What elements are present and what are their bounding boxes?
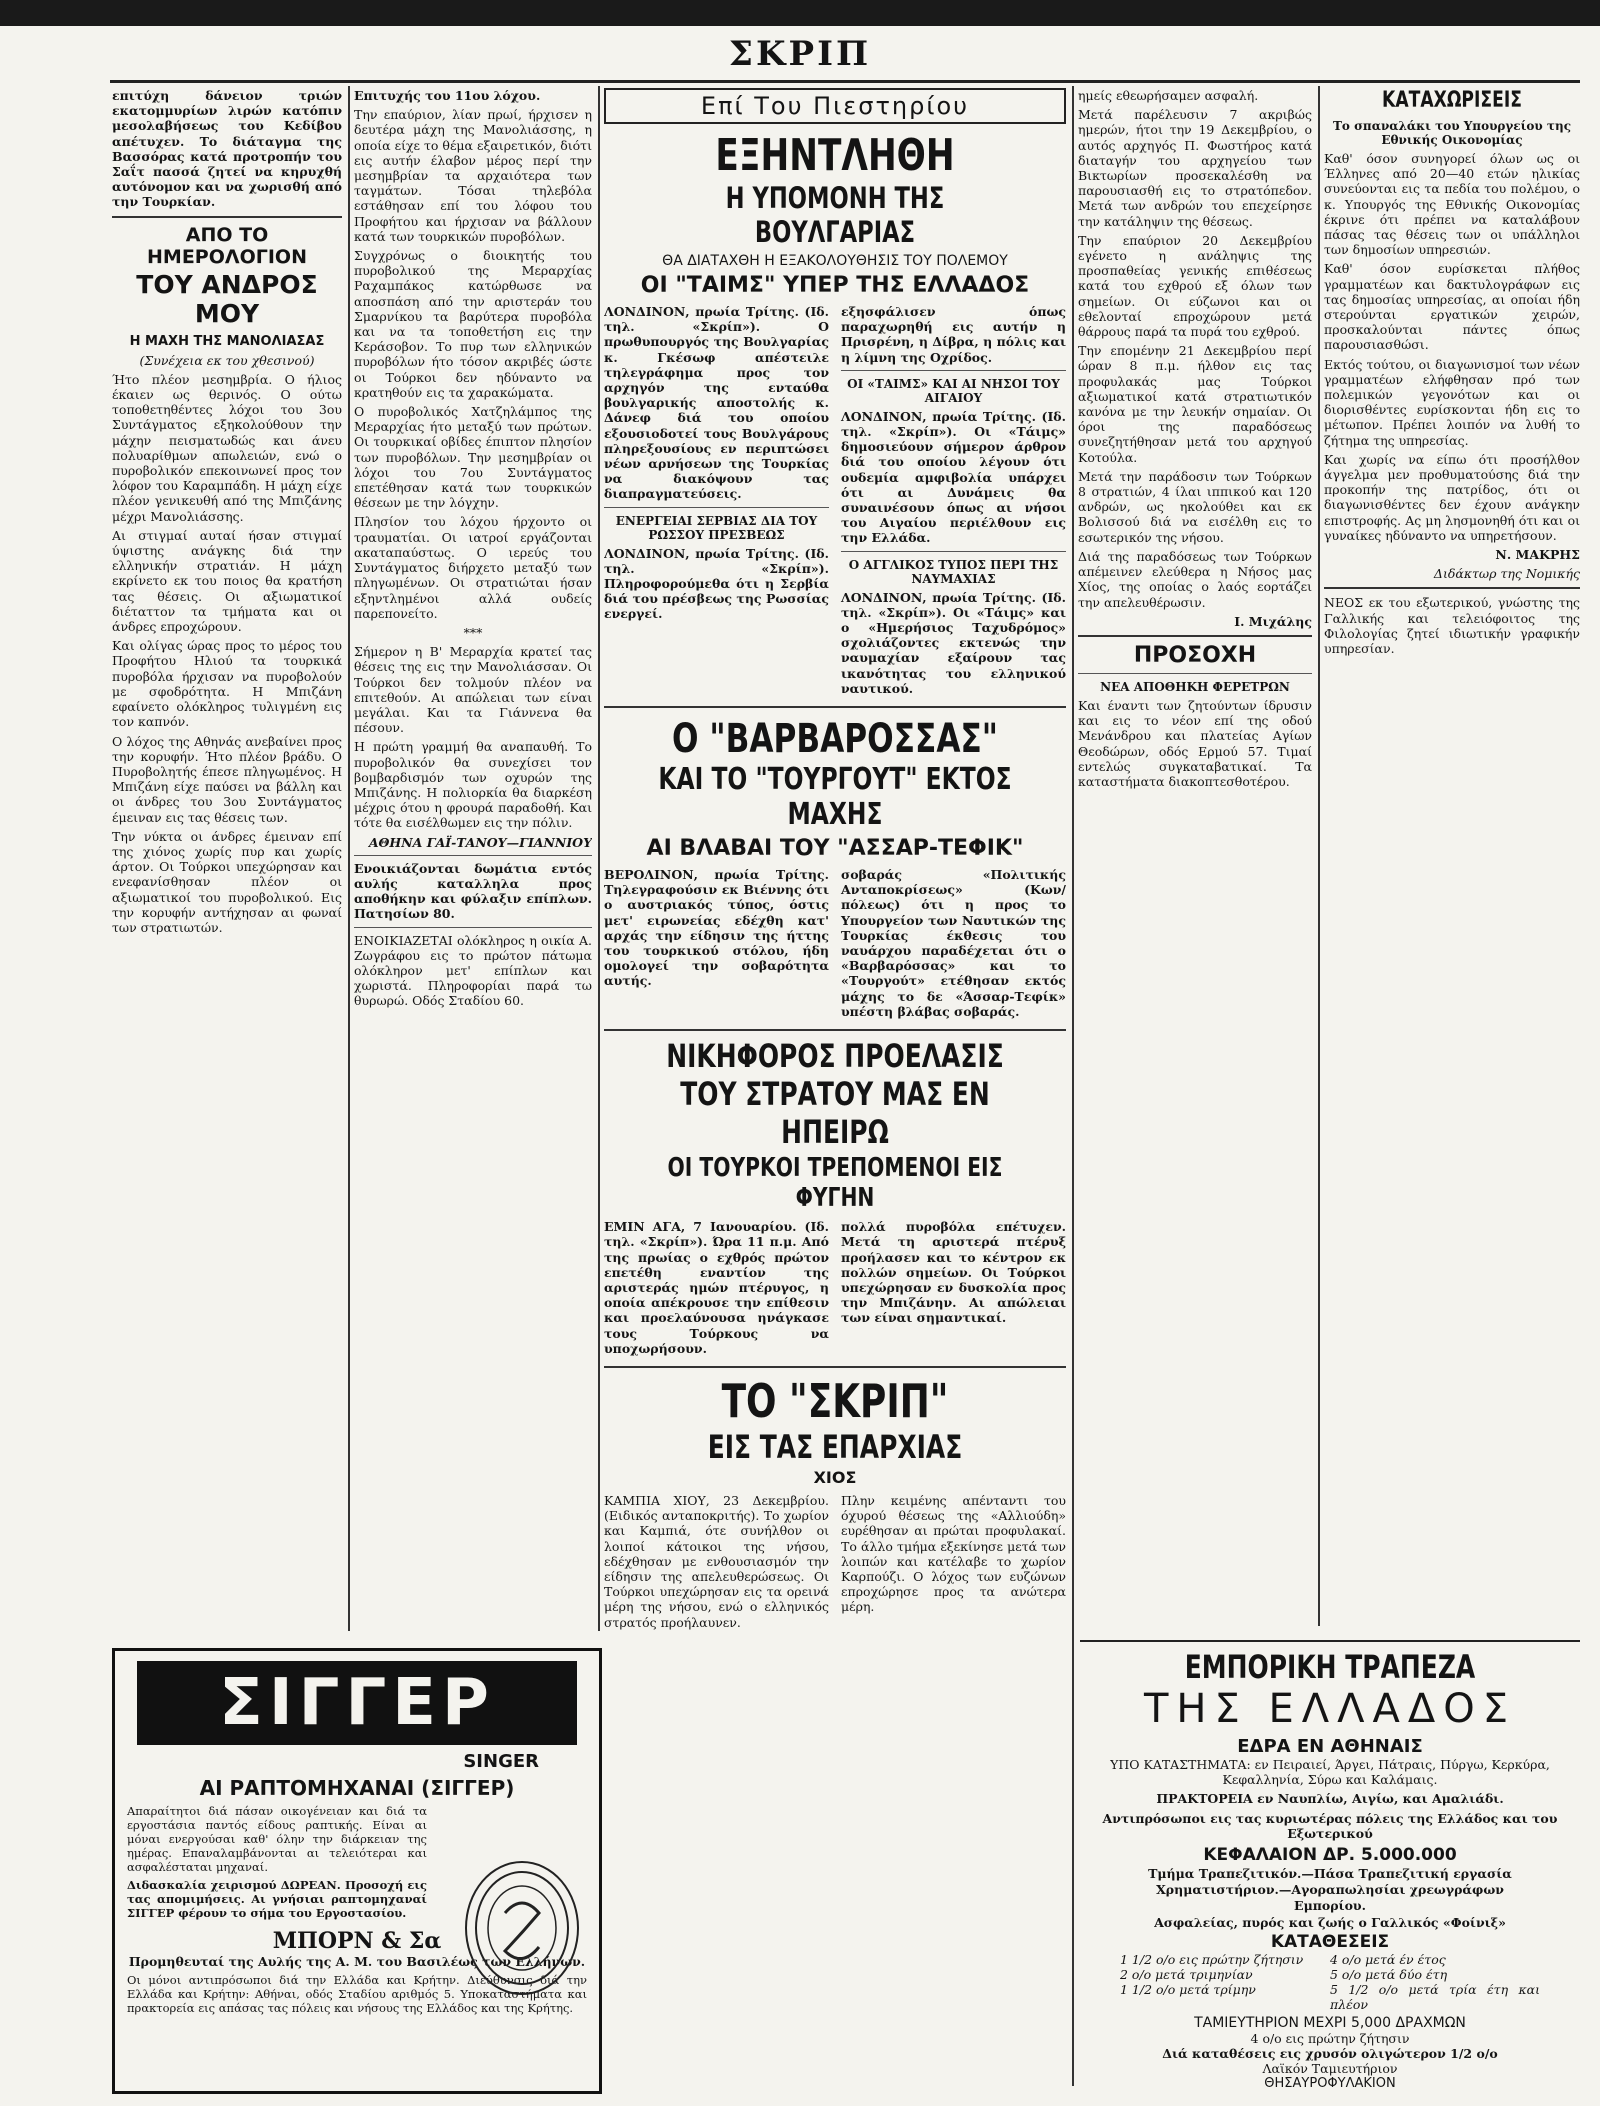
- article-signature: Ν. ΜΑΚΡΗΣ: [1495, 547, 1580, 563]
- news-paragraph: ΛΟΝΔΙΝΟΝ, πρωία Τρίτης. (Ιδ. τηλ. «Σκρίπ»). Οι «Τάιμς» και ο «Ημερήσιος Ταχυδρόμος» σχολιάζοντες εκτενώς την ναυμαχίαν εξαίρουν τας ικανότητας του ελληνικού ναυτικού.: [841, 589, 1066, 696]
- column-5-paragraph: Μετά παρέλευσιν 7 ακριβώς ημερών, ήτοι την 19 Δεκεμβρίου, ο αυτός αρχηγός Π. Φωστήρος κατά διαταγήν του αρχηγείου των Βικτωρίων προσεκαλέσθη να παρουσιασθή εις το στρατόπεδον. Μετά των ανδρών του επεχείρησε την κατάληψιν της θέσεως.: [1078, 107, 1312, 229]
- listings-paragraph: Εκτός τούτου, οι διαγωνισμοί των νέων γραμματέων ελήφθησαν πρό των πολεμικών γεγονότων και οι διορισθέντες ευρίσκονται ήδη εις το μέτωπον. Πρέπει λοιπόν να λυθή το ζήτημα της υπηρεσίας.: [1324, 356, 1580, 448]
- column-rule: [598, 86, 600, 1631]
- column-rule: [1072, 86, 1074, 2086]
- diary-paragraph: Ήτο πλέον μεσημβρία. Ο ήλιος έκαιεν ως θερινός. Ο ούτω τοποθετηθέντες λόχοι του 3ου Συντάγματος εξηκολούθουν την μάχην πεισματωδώς και άνευ πολυαρίθμων απωλειών, ενώ ο πυροβολικόν επεκοινωνεί προς τον λόφον του Καραμπάδη. Η μάχη είχε πλέον γενικευθή από της Μπιζάνης μέχρι Μανολιάσσης.: [112, 371, 342, 524]
- column-1-intro: επιτύχη δάνειον τριών εκατομμυρίων λιρών κατόπιν μεσολαβήσεως του Κεδίβου απέτυχεν. Το διάταγμα της Βασσόρας κατά προτροπήν του Σαΐτ πασσά ζητεί να κηρυχθή αυτόνομον και να χωρισθή από την Τουρκίαν.: [112, 88, 342, 210]
- news-subheading: Ο ΑΓΓΛΙΚΟΣ ΤΥΠΟΣ ΠΕΡΙ ΤΗΣ ΝΑΥΜΑΧΙΑΣ: [848, 557, 1059, 586]
- advance-subheadline: ΤΟΥ ΣΤΡΑΤΟΥ ΜΑΣ ΕΝ ΗΠΕΙΡΩ: [680, 1075, 990, 1152]
- column-1: [112, 88, 342, 1633]
- diary-paragraph: Ο λόχος της Αθηνάς ανεβαίνει προς την κορυφήν. Ήτο πλέον βράδυ. Ο Πυροβολητής έπεσε πληγωμένος. Η Μπιζάνη είχε παύσει να βάλλη και οι άνδρες του 3ου Συντάγματος έμειναν εις τας θέσεις των.: [112, 733, 342, 825]
- bank-savings: ΤΑΜΙΕΥΤΗΡΙΟΝ ΜΕΧΡΙ 5,000 ΔΡΑΧΜΩΝ: [1194, 2014, 1466, 2031]
- bank-savings-note: Διά καταθέσεις εις χρυσόν ολιγώτερον 1/2 ο/ο: [1162, 2045, 1498, 2061]
- news-paragraph: σοβαράς «Πολιτικής Ανταποκρίσεως» (Κων/πόλεως) ότι η προς το Υπουργείον των Ναυτικών της Τουρκίας έκθεσις του ναυάρχου παραδέχεται ότι ο «Βαρβαρόσσας» και το «Τουργούτ» ετέθησαν εκτός μάχης το δε «Άσσαρ-Τεφίκ» υπέστη βλάβας σοβαράς.: [841, 867, 1066, 1019]
- deposit-rate: 2 ο/ο μετά τριμηνίαν: [1120, 1967, 1253, 1983]
- diary-paragraph: Την νύκτα οι άνδρες έμειναν επί της χιόνος χωρίς πυρ και χωρίς άρτον. Οι Τούρκοι υπεχώρησαν και ενεφανίσθησαν πλέον οι αξιωματικοί του πυροβολικού. Εις την κορυφήν αντήχησαν αι φωναί των στρατιωτών.: [112, 828, 342, 935]
- listings-subheading: Το σπαναλάκι του Υπουργείου της Εθνικής Οικονομίας: [1332, 119, 1572, 147]
- singer-logo: ΣΙΓΓΕΡ: [137, 1661, 577, 1745]
- deposit-rate: 1 1/2 ο/ο εις πρώτην ζήτησιν: [1120, 1951, 1304, 1967]
- provinces-subheadline: ΕΙΣ ΤΑΣ ΕΠΑΡΧΙΑΣ: [707, 1427, 963, 1466]
- main-headline: ΕΞΗΝΤΛΗΘΗ: [715, 130, 955, 181]
- bank-seat: ΕΔΡΑ ΕΝ ΑΘΗΝΑΙΣ: [1237, 1736, 1423, 1757]
- column-2-paragraph: Πλησίον του λόχου ήρχοντο οι τραυματίαι. Οι ιατροί εργάζονται ακαταπαύστως. Ο ιερεύς του Συντάγματος διήρχετο μεταξύ των πληγωμένων. Οι στρατιώται ήσαν εξηντλημένοι αλλά ουδείς παρεπονείτο.: [354, 514, 592, 621]
- deposit-rate: 5 1/2 ο/ο μετά τρία έτη και πλέον: [1330, 1982, 1540, 2013]
- main-subheadline: Η ΥΠΟΜΟΝΗ ΤΗΣ ΒΟΥΛΓΑΡΙΑΣ: [725, 181, 945, 249]
- bank-department: Χρηματιστήριον.—Αγοραπωλησίαι χρεωγράφων: [1156, 1882, 1504, 1898]
- bank-capital: ΚΕΦΑΛΑΙΟΝ ΔΡ. 5.000.000: [1203, 1845, 1457, 1866]
- column-5-paragraph: Διά της παραδόσεως των Τούρκων απέμεινεν ελεύθερα η Νήσος μας Χίος, της οποίας ο λαός εορτάζει την απελευθέρωσιν.: [1078, 548, 1312, 610]
- column-5: [1078, 88, 1312, 1628]
- center-news-columns: [604, 88, 1066, 2098]
- bank-advertisement: [1080, 1640, 1580, 2092]
- news-paragraph: ΛΟΝΔΙΝΟΝ, πρωία Τρίτης. (Ιδ. τηλ. «Σκρίπ»). Ο πρωθυπουργός της Βουλγαρίας κ. Γκέσωφ απέστειλε τηλεγράφημα προς τον αρχηγόν της ενταύθα βουλγαρικής αποστολής κ. Δάνεφ διά του οποίου εξουσιοδοτεί τους Βουλγάρους πληρεξουσίους εν περιπτώσει νέων αρνήσεων της Τουρκίας να διακόψουν τας διαπραγματεύσεις.: [604, 304, 829, 502]
- bank-savings-rate: 4 ο/ο εις πρώτην ζήτησιν: [1250, 2030, 1410, 2046]
- column-5-paragraph: Μετά την παράδοσιν των Τούρκων 8 στρατιών, 4 ίλαι ιππικού και 120 ανδρών, ως ηκολούθει και εκ Βολισσού διά να εισέλθη εις το εσωτερικόν της νήσου.: [1078, 468, 1312, 545]
- column-6: [1324, 88, 1580, 1628]
- column-rule: [348, 86, 350, 1631]
- news-paragraph: ΕΜΙΝ ΑΓΑ, 7 Ιανουαρίου. (Ιδ. τηλ. «Σκρίπ»). Ώρα 11 π.μ. Από της πρωίας ο εχθρός πρώτον επετέθη εναντίον της αριστεράς ημών πτέρυγος, η οποία απέκρουσε την επίθεσιν και προελαύνουσα ηνάγκασε τους Τούρκους να υποχωρήσουν.: [604, 1219, 829, 1356]
- singer-agent: ΜΠΟΡΝ & Σα: [272, 1928, 442, 1954]
- diary-heading-line1: ΑΠΟ ΤΟ ΗΜΕΡΟΛΟΓΙΟΝ: [147, 223, 307, 268]
- section-stars: ***: [463, 624, 483, 640]
- deposit-rate: 1 1/2 ο/ο μετά τρίμην: [1120, 1982, 1256, 1998]
- article-signature: Ι. Μιχάλης: [1234, 613, 1312, 629]
- listings-paragraph: Καθ' όσον ευρίσκεται πλήθος γραμματέων και δακτυλογράφων εις τας δημοσίας υπηρεσίας, αι οποίαι ήδη στερούνται εργατικών χειρών, προσκαλούνται πάντες όπως παρουσιασθώσι.: [1324, 261, 1580, 353]
- news-subheading: ΟΙ «ΤΑΙΜΣ» ΚΑΙ ΑΙ ΝΗΣΟΙ ΤΟΥ ΑΙΓΑΙΟΥ: [847, 376, 1060, 405]
- singer-title: ΑΙ ΡΑΠΤΟΜΗΧΑΝΑΙ (ΣΙΓΓΕΡ): [199, 1776, 515, 1800]
- main-subheadline: ΘΑ ΔΙΑΤΑΧΘΗ Η ΕΞΑΚΟΛΟΥΘΗΣΙΣ ΤΟΥ ΠΟΛΕΜΟΥ: [662, 253, 1008, 269]
- provinces-place: ΧΙΟΣ: [813, 1467, 857, 1487]
- bank-department: Εμπορίου.: [1294, 1898, 1366, 1914]
- bank-footer: ΘΗΣΑΥΡΟΦΥΛΑΚΙΟΝ: [1264, 2076, 1396, 2092]
- news-paragraph: ΛΟΝΔΙΝΟΝ, πρωία Τρίτης. (Ιδ. τηλ. «Σκρίπ»). Οι «Τάιμς» δημοσιεύουν σήμερον άρθρον διά του οποίου λέγουν ότι ουδεμία αμφιβολία υπάρχει ότι αι Δυνάμεις θα συναινέσουν όπως αι νήσοι του Αιγαίου περιέλθουν εις την Ελλάδα.: [841, 408, 1066, 546]
- column-5-intro: ημείς εθεωρήσαμεν ασφαλή.: [1078, 88, 1259, 103]
- bank-savings-note: Λαϊκόν Ταμιευτήριον: [1262, 2061, 1398, 2077]
- barbarossa-subheadline: ΚΑΙ ΤΟ "ΤΟΥΡΓΟΥΤ" ΕΚΤΟΣ ΜΑΧΗΣ: [658, 762, 1012, 833]
- singer-seal-logo: [465, 1861, 579, 1995]
- singer-advertisement: [112, 1648, 602, 2094]
- advance-headline: ΝΙΚΗΦΟΡΟΣ ΠΡΟΕΛΑΣΙΣ: [666, 1037, 1004, 1076]
- column-2-paragraph: Ο πυροβολικός Χατζηλάμπος της Μεραρχίας ήτο μεταξύ των πρώτων. Οι τουρκικαί οβίδες έπιπτον πλησίον των πυροβόλων. Την μεσημβρίαν οι λόχοι του 7ου Συντάγματος επετέθησαν κατά των τουρκικών θέσεων με την λόγχην.: [354, 404, 592, 511]
- top-scan-bar: [0, 0, 1600, 26]
- notice-heading: ΠΡΟΣΟΧΗ: [1133, 642, 1257, 668]
- column-2-paragraph: Συγχρόνως ο διοικητής του πυροβολικού της Μεραρχίας Ραχαμπάκος κατώρθωσε να αποσπάση από την αριστεράν του Σμαρνίκου τα βαρύτερα πυροβόλα και να τα τοποθετήση εις την Κεράσοβον. Το πυρ των ελληνικών πυροβόλων ήτο τόσον ακριβές ώστε οι Τούρκοι δεν ηδύναντο να κρατηθούν εις τα χαρακώματα.: [354, 248, 592, 400]
- singer-text: Απαραίτητοι διά πάσαν οικογένειαν και διά τα εργοστάσια παντός είδους ραπτικής. Είναι αι μόναι ενεργούσαι καθ' όλην την διάρκειαν της ημέρας. Επαναλαμβάνονται αι τελειότεραι και ασφαλέσταται μηχαναί.: [127, 1804, 427, 1874]
- singer-text: Διδασκαλία χειρισμού ΔΩΡΕΑΝ. Προσοχή εις τας απομιμήσεις. Αι γνήσιαι ραπτομηχαναί ΣΙΓΓΕΡ φέρουν το σήμα του Εργοστασίου.: [127, 1878, 427, 1920]
- column-2-paragraph: Η πρώτη γραμμή θα αναπαυθή. Το πυροβολικόν θα συνεχίσει τον βομβαρδισμόν των οχυρών της Μπιζάνης. Η πολιορκία θα διαρκέση μέχρις ότου η φρουρά παραδοθή. Και τότε θα εισέλθωμεν εις την πόλιν.: [354, 739, 592, 831]
- masthead: ΣΚΡΙΠ: [728, 34, 872, 74]
- press-kicker-box: [604, 88, 1066, 124]
- singer-brand: SINGER: [463, 1751, 539, 1772]
- barbarossa-headline: Ο "ΒΑΡΒΑΡΟΣΣΑΣ": [671, 716, 999, 763]
- bank-name-line2: ΤΗΣ ΕΛΛΑΔΟΣ: [1144, 1686, 1516, 1732]
- listings-paragraph: Και χωρίς να είπω ότι προσήλθον άγγελμα μεν προθυματούσης διά την προκοπήν της πατρίδος, ότι οι διαγωνισθέντες δεν έχουν ανάγκην επιστροφής. Ας μη λησμονηθή ότι και οι γυναίκες ηδύναντο να υπηρετήσουν.: [1324, 451, 1580, 543]
- notice-subheading: ΝΕΑ ΑΠΟΘΗΚΗ ΦΕΡΕΤΡΩΝ: [1100, 679, 1290, 694]
- continuation-note: (Συνέχεια εκ του χθεσινού): [139, 352, 315, 368]
- bank-name-line1: ΕΜΠΟΡΙΚΗ ΤΡΑΠΕΖΑ: [1184, 1648, 1476, 1686]
- news-paragraph: ΚΑΜΠΙΑ ΧΙΟΥ, 23 Δεκεμβρίου. (Ειδικός ανταποκριτής). Το χωρίον και Καμπιά, ότε συνήλθον οι λοιποί κάτοικοι της νήσου, εδέχθησαν με ενθουσιασμόν την είδησιν της απελευθερώσεως. Οι Τούρκοι υπεχώρησαν εις τα ορεινά μέρη της νήσου, ενώ ο ελληνικός στρατός προήλαυνεν.: [604, 1492, 829, 1630]
- provinces-headline: ΤΟ "ΣΚΡΙΠ": [721, 1373, 949, 1428]
- classified-ad: Ενοικιάζονται δωμάτια εντός αυλής καταλληλα προς αποθήκην και φύλαξιν επίπλων. Πατησίων 80.: [354, 860, 592, 922]
- news-paragraph: ΛΟΝΔΙΝΟΝ, πρωία Τρίτης. (Ιδ. τηλ. «Σκρίπ»). Πληροφορούμεθα ότι η Σερβία διά του πρέσβεως της Ρωσσίας ενεργεί.: [604, 545, 829, 622]
- deposit-rate: 5 ο/ο μετά δύο έτη: [1330, 1967, 1448, 1983]
- column-5-paragraph: Την επαύριον 20 Δεκεμβρίου εγένετο η ανάληψις της προσπαθείας γενικής επιθέσεως κατά του εχθρού εξ όλων των σημείων. Οι εύζωνοι και οι εθελονταί επροχώρουν μετά θάρρους παρά τα πυρά του εχθρού.: [1078, 232, 1312, 340]
- diary-paragraph: Και ολίγας ώρας προς το μέρος του Προφήτου Ηλιού τα τουρκικά πυροβόλα ήρχισαν να πυροβολούν με σφοδρότητα. Η Μπιζάνη εφαίνετο ολόκληρος τυλιγμένη εις τον καπνόν.: [112, 638, 342, 730]
- advance-subheadline: ΟΙ ΤΟΥΡΚΟΙ ΤΡΕΠΟΜΕΝΟΙ ΕΙΣ ΦΥΓΗΝ: [667, 1153, 1003, 1214]
- column-2-paragraph: Την επαύριον, λίαν πρωί, ήρχισεν η δευτέρα μάχη της Μανολιάσσης, η οποία είχε το θέμα εξαιρετικόν, διότι εις αυτήν έλαβον μέρος περί την μεσημβρίαν τα αρχαιότερα των ταγμάτων. Τόσαι τηλεβόλα εστάθησαν επί του λόφου του Προφήτου και ήρχισαν να βάλλουν κατά των τουρκικών πυροβόλων.: [354, 107, 592, 244]
- bank-correspondents: Αντιπρόσωποι εις τας κυριωτέρας πόλεις της Ελλάδος και του Εξωτερικού: [1102, 1810, 1558, 1841]
- diary-subheading: Η ΜΑΧΗ ΤΗΣ ΜΑΝΟΛΙΑΣΑΣ: [129, 333, 325, 349]
- bank-deposits-heading: ΚΑΤΑΘΕΣΕΙΣ: [1270, 1931, 1390, 1952]
- singer-agent-line: Προμηθευταί της Αυλής της Α. Μ. του Βασιλέως των Ελλήνων.: [128, 1954, 586, 1969]
- classified-ad: ΝΕΟΣ εκ του εξωτερικού, γνώστης της Γαλλικής και τελειόφοιτος της Φιλολογίας ζητεί ιδιωτικήν γραφικήν υπηρεσίαν.: [1324, 595, 1580, 657]
- notice-text: Και έναντι των ζητούντων ίδρυσιν και εις το νέον επί της οδού Μενάνδρου και πλατείας Αγίων Θεοδώρων, οδός Ερμού 57. Τιμαί εντελώς συγκαταβατικαί. Τα καταστήματα διακοπτεσθοτέρου.: [1078, 697, 1312, 789]
- bank-branches: ΥΠΟ ΚΑΤΑΣΤΗΜΑΤΑ: εν Πειραιεί, Άργει, Πάτραις, Πύργω, Κερκύρα, Κεφαλληνία, Σύρω και Καλάμαις.: [1110, 1757, 1550, 1788]
- deposit-rate: 4 ο/ο μετά έν έτος: [1330, 1951, 1446, 1967]
- classified-ad: ΕΝΟΙΚΙΑΖΕΤΑΙ ολόκληρος η οικία Α. Ζωγράφου εις το πρώτον πάτωμα ολόκληρον μετ' επίπλων και χωριστά. Πληροφορίαι παρά τω θυρωρώ. Οδός Σταδίου 60.: [354, 932, 592, 1009]
- masthead-rule: [110, 80, 1580, 83]
- barbarossa-subheadline: ΑΙ ΒΛΑΒΑΙ ΤΟΥ "ΑΣΣΑΡ-ΤΕΦΙΚ": [646, 836, 1024, 862]
- diary-paragraph: Αι στιγμαί αυταί ήσαν στιγμαί ύψιστης ανάγκης διά την ελληνικήν στρατιάν. Η μάχη εκρίνετο εκ του ποιος θα κρατήση τας θέσεις. Οι αξιωματικοί διέταττον τα τμήματα και οι άνδρες επροχώρουν.: [112, 527, 342, 635]
- news-subheading: ΕΝΕΡΓΕΙΑΙ ΣΕΡΒΙΑΣ ΔΙΑ ΤΟΥ ΡΩΣΣΟΥ ΠΡΕΣΒΕΩΣ: [615, 513, 818, 542]
- signature-title: Διδάκτωρ της Νομικής: [1433, 566, 1580, 582]
- news-paragraph: εξησφάλισεν όπως παραχωρηθή εις αυτήν η Πρισρένη, η Δίβρα, η πόλις και η λίμνη της Οχρίδος.: [841, 304, 1066, 365]
- column-2: [354, 88, 592, 1633]
- singer-text: Οι μόνοι αντιπρόσωποι διά την Ελλάδα και Κρήτην. Διεύθυνσις διά την Ελλάδα και Κρήτην: Αθήναι, οδός Σταδίου αριθμός 5. Υποκαταστήματα και πρακτορεία εις απάσας τας πόλεις και νήσους της Ελλάδος και της Κρήτης.: [127, 1973, 587, 2016]
- column-2-paragraph: Σήμερον η Β' Μεραρχία κρατεί τας θέσεις της εις την Μανολιάσσαν. Οι Τούρκοι δεν τολμούν πλέον να επιτεθούν. Αι απώλειαι των είναι μεγάλαι. Και τα Γιάννενα θα πέσουν.: [354, 644, 592, 736]
- article-signature: ΑΘΗΝΑ ΓΑΪ-ΤΑΝΟΥ—ΓΙΑΝΝΙΟΥ: [368, 834, 592, 850]
- news-paragraph: ΒΕΡΟΛΙΝΟΝ, πρωία Τρίτης. Τηλεγραφούσιν εκ Βιέννης ότι ο αυστριακός τύπος, όστις μετ' ειρωνείας εδέχθη κατ' αρχάς την είδησιν της ήττης του τουρκικού στόλου, ήδη ομολογεί την σοβαρότητα αυτής.: [604, 867, 829, 989]
- listings-paragraph: Καθ' όσον συνηγορεί όλων ως οι Έλληνες από 20—40 ετών ηλικίας συνεύονται εις τα πεδία του πολέμου, ο κ. Υπουργός της Εθνικής Οικονομίας έκρινε ότι πρέπει να καταλάβουν πάσας τας θέσεις των οι υπάλληλοι των δημοσίων υπηρεσιών.: [1324, 151, 1580, 258]
- press-kicker: Επί Του Πιεστηρίου: [700, 92, 970, 120]
- column-rule: [1318, 86, 1320, 1626]
- main-subheadline: ΟΙ "ΤΑΙΜΣ" ΥΠΕΡ ΤΗΣ ΕΛΛΑΔΟΣ: [640, 273, 1030, 298]
- news-paragraph: Πλην κειμένης απένταντι του όχυρού θέσεως της «Αλλιούδη» ευρέθησαν αι πρώται προφυλακαί. Το άλλο τμήμα εξεκίνησε μετά των λοιπών και κατέλαβε το χωρίον Καρπούζι. Ο λόχος των ευζώνων επροχώρησε προς τα ανώτερα μέρη.: [841, 1492, 1066, 1615]
- bank-agencies: ΠΡΑΚΤΟΡΕΙΑ εν Ναυπλίω, Αιγίω, και Αμαλιάδι.: [1156, 1791, 1504, 1807]
- column-2-intro: Επιτυχής του 11ου λόχου.: [354, 88, 541, 103]
- bank-department: Τμήμα Τραπεζιτικόν.—Πάσα Τραπεζιτική εργασία: [1148, 1866, 1512, 1882]
- bank-department: Ασφαλείας, πυρός και ζωής ο Γαλλικός «Φοίνιξ»: [1154, 1914, 1506, 1930]
- news-paragraph: πολλά πυροβόλα επέτυχεν. Μετά τη αριστερά πτέρυξ προήλασεν και το κέντρον εκ πολλών σημείων. Οι Τούρκοι υπεχώρησαν εν δυσκολία προς την Μπιζάνην. Αι απώλειαι των είναι σημαντικαί.: [841, 1219, 1066, 1326]
- diary-heading-line2: ΤΟΥ ΑΝΔΡΟΣ ΜΟΥ: [136, 269, 318, 328]
- column-5-paragraph: Την επομένην 21 Δεκεμβρίου περί ώραν 8 π.μ. ήλθον εις τας προφυλακάς μας Τούρκοι αξιωματικοί κατά στρατιωτικόν κανόνα με την λευκήν σημαίαν. Οι όροι της παραδόσεως συνεζητήθησαν μετά του αρχηγού Κοτούλα.: [1078, 343, 1312, 465]
- listings-heading: ΚΑΤΑΧΩΡΙΣΕΙΣ: [1382, 88, 1522, 113]
